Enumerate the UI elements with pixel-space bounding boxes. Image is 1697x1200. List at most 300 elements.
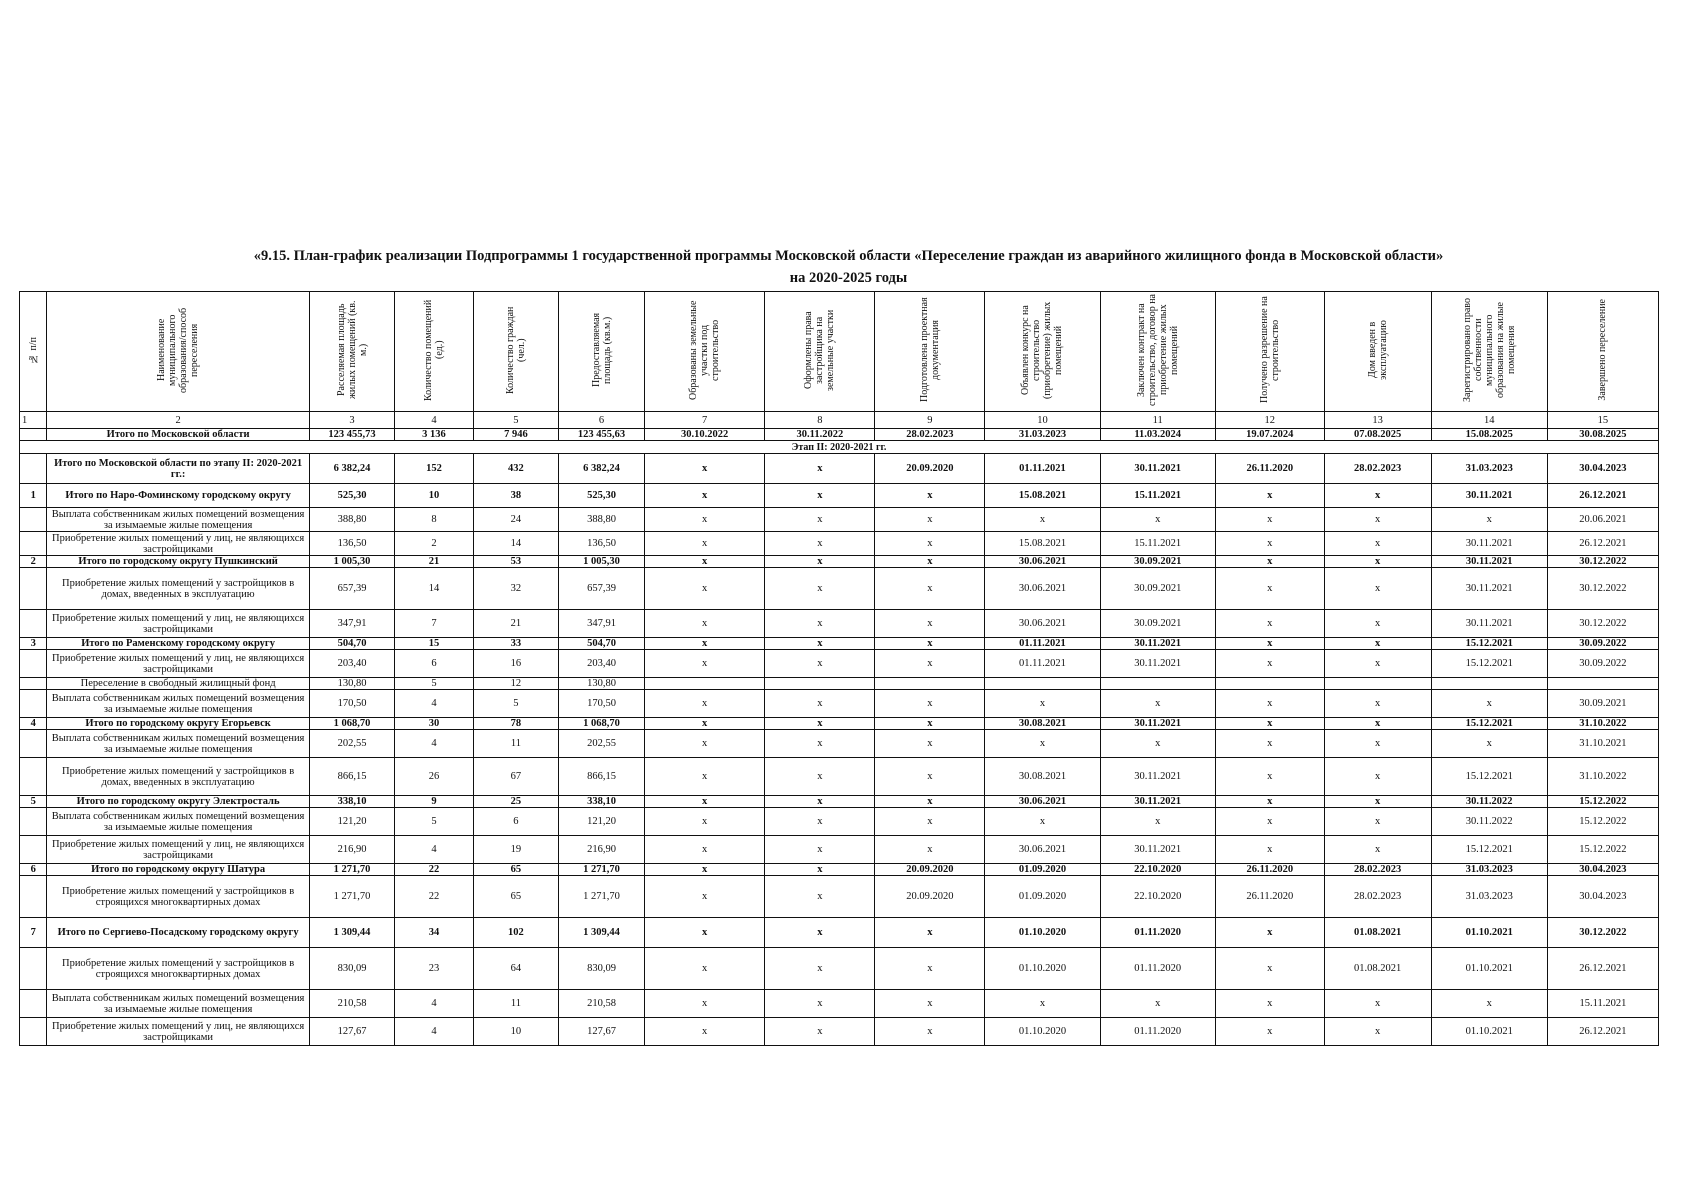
column-number: 11 bbox=[1100, 412, 1215, 429]
column-number: 10 bbox=[985, 412, 1100, 429]
column-header bbox=[765, 292, 875, 412]
table-cell: 15.12.2021 bbox=[1431, 758, 1547, 796]
table-cell: 202,55 bbox=[559, 730, 645, 758]
table-cell: 30.04.2023 bbox=[1547, 864, 1658, 876]
table-cell: x bbox=[765, 508, 875, 532]
table-cell: 6 bbox=[395, 650, 473, 678]
subtotal-row bbox=[20, 484, 1659, 508]
column-header-label: Дом введен в эксплуатацию bbox=[1366, 320, 1389, 380]
table-cell: 830,09 bbox=[309, 948, 395, 990]
table-cell: x bbox=[1324, 836, 1431, 864]
table-cell: x bbox=[644, 876, 765, 918]
table-cell: 338,10 bbox=[309, 796, 395, 808]
table-cell: x bbox=[644, 484, 765, 508]
table-cell: x bbox=[875, 758, 985, 796]
table-cell bbox=[644, 678, 765, 690]
table-cell: 01.09.2020 bbox=[985, 864, 1100, 876]
table-cell: 20.09.2020 bbox=[875, 876, 985, 918]
table-cell: x bbox=[1100, 690, 1215, 718]
subtotal-row bbox=[20, 796, 1659, 808]
table-cell: x bbox=[875, 796, 985, 808]
table-cell: x bbox=[765, 454, 875, 484]
table-cell: x bbox=[1215, 990, 1324, 1018]
table-row bbox=[20, 508, 1659, 532]
table-cell: x bbox=[875, 690, 985, 718]
table-cell: 130,80 bbox=[559, 678, 645, 690]
header-row bbox=[20, 292, 1659, 412]
table-cell: 26.12.2021 bbox=[1547, 948, 1658, 990]
table-cell: x bbox=[1215, 796, 1324, 808]
row-name: Итого по Наро-Фоминскому городскому округу bbox=[47, 484, 309, 508]
table-cell: 15.11.2021 bbox=[1100, 532, 1215, 556]
table-cell: x bbox=[644, 650, 765, 678]
table-cell: x bbox=[644, 918, 765, 948]
table-cell: x bbox=[765, 836, 875, 864]
table-row bbox=[20, 650, 1659, 678]
column-header bbox=[309, 292, 395, 412]
table-cell: x bbox=[875, 836, 985, 864]
table-cell: x bbox=[644, 864, 765, 876]
table-row bbox=[20, 532, 1659, 556]
table-cell: 1 068,70 bbox=[309, 718, 395, 730]
table-cell: x bbox=[765, 796, 875, 808]
table-cell: 30.12.2022 bbox=[1547, 610, 1658, 638]
column-header bbox=[875, 292, 985, 412]
table-cell: 6 382,24 bbox=[309, 454, 395, 484]
row-name: Приобретение жилых помещений у лиц, не являющихся застройщиками bbox=[47, 610, 309, 638]
table-cell: x bbox=[1324, 758, 1431, 796]
column-number: 13 bbox=[1324, 412, 1431, 429]
row-name: Приобретение жилых помещений у застройщиков в домах, введенных в эксплуатацию bbox=[47, 568, 309, 610]
column-header bbox=[1431, 292, 1547, 412]
table-cell: 15.12.2021 bbox=[1431, 836, 1547, 864]
row-number: 5 bbox=[20, 796, 47, 808]
table-cell: x bbox=[644, 796, 765, 808]
table-cell: 1 271,70 bbox=[559, 876, 645, 918]
subtotal-row bbox=[20, 454, 1659, 484]
column-header-label: Завершено переселение bbox=[1597, 299, 1609, 401]
column-header-label: Объявлен конкурс на строительство (приобретение) жилых помещений bbox=[1020, 301, 1065, 399]
column-header-label: Образованы земельные участки под строительство bbox=[688, 300, 722, 400]
table-cell: x bbox=[1215, 918, 1324, 948]
table-cell: x bbox=[644, 454, 765, 484]
table-cell: x bbox=[985, 808, 1100, 836]
table-cell: 15.11.2021 bbox=[1547, 990, 1658, 1018]
table-cell: x bbox=[765, 876, 875, 918]
column-number: 14 bbox=[1431, 412, 1547, 429]
row-name: Итого по городскому округу Пушкинский bbox=[47, 556, 309, 568]
row-number bbox=[20, 568, 47, 610]
table-cell: 347,91 bbox=[559, 610, 645, 638]
table-cell: x bbox=[1324, 556, 1431, 568]
column-number: 3 bbox=[309, 412, 395, 429]
row-number bbox=[20, 690, 47, 718]
row-name: Переселение в свободный жилищный фонд bbox=[47, 678, 309, 690]
table-cell: 31.10.2022 bbox=[1547, 758, 1658, 796]
column-header-label: Предоставляемая площадь (кв.м.) bbox=[590, 312, 613, 388]
table-cell: 30.06.2021 bbox=[985, 836, 1100, 864]
row-name: Приобретение жилых помещений у застройщиков в строящихся многоквартирных домах bbox=[47, 948, 309, 990]
table-cell: 67 bbox=[473, 758, 559, 796]
column-number: 15 bbox=[1547, 412, 1658, 429]
table-cell: 30.11.2021 bbox=[1100, 836, 1215, 864]
table-cell: 78 bbox=[473, 718, 559, 730]
table-cell: x bbox=[1324, 484, 1431, 508]
column-number: 2 bbox=[47, 412, 309, 429]
table-cell: 4 bbox=[395, 1018, 473, 1046]
table-cell: 22 bbox=[395, 864, 473, 876]
table-cell bbox=[765, 678, 875, 690]
table-cell: 22 bbox=[395, 876, 473, 918]
table-cell: 26.12.2021 bbox=[1547, 1018, 1658, 1046]
table-cell: x bbox=[765, 718, 875, 730]
column-number: 5 bbox=[473, 412, 559, 429]
table-cell: 30.04.2023 bbox=[1547, 876, 1658, 918]
table-cell: x bbox=[875, 730, 985, 758]
table-cell: x bbox=[1100, 808, 1215, 836]
table-cell: 5 bbox=[473, 690, 559, 718]
table-cell: 30.10.2022 bbox=[644, 429, 765, 441]
table-cell: x bbox=[1100, 730, 1215, 758]
row-name: Итого по Московской области по этапу II: 2020-2021 гг.: bbox=[47, 454, 309, 484]
column-header-label: Наименование муниципального образования/способ переселения bbox=[156, 307, 201, 393]
table-cell: 31.10.2021 bbox=[1547, 730, 1658, 758]
table-cell: 30.09.2021 bbox=[1100, 556, 1215, 568]
table-cell: 11 bbox=[473, 990, 559, 1018]
table-cell: 1 005,30 bbox=[559, 556, 645, 568]
table-cell: 1 271,70 bbox=[309, 864, 395, 876]
table-cell: 30.12.2022 bbox=[1547, 918, 1658, 948]
table-cell: 866,15 bbox=[559, 758, 645, 796]
table-cell: x bbox=[644, 1018, 765, 1046]
table-cell: x bbox=[1215, 730, 1324, 758]
table-cell bbox=[985, 678, 1100, 690]
table-cell: x bbox=[875, 532, 985, 556]
table-cell: 26.11.2020 bbox=[1215, 864, 1324, 876]
table-cell: 30 bbox=[395, 718, 473, 730]
table-cell: 65 bbox=[473, 864, 559, 876]
table-cell: 28.02.2023 bbox=[1324, 864, 1431, 876]
table-cell: x bbox=[1431, 508, 1547, 532]
table-cell: x bbox=[1100, 508, 1215, 532]
table-cell: 01.10.2021 bbox=[1431, 1018, 1547, 1046]
table-cell: 32 bbox=[473, 568, 559, 610]
table-cell: 15.12.2022 bbox=[1547, 796, 1658, 808]
table-cell: x bbox=[1431, 730, 1547, 758]
row-number: 4 bbox=[20, 718, 47, 730]
table-cell: x bbox=[1215, 650, 1324, 678]
table-cell: 504,70 bbox=[559, 638, 645, 650]
table-cell: 170,50 bbox=[309, 690, 395, 718]
table-row bbox=[20, 808, 1659, 836]
table-cell: x bbox=[875, 650, 985, 678]
table-row bbox=[20, 690, 1659, 718]
column-header bbox=[1215, 292, 1324, 412]
table-cell: 525,30 bbox=[309, 484, 395, 508]
table-cell: 30.09.2021 bbox=[1547, 690, 1658, 718]
table-cell: x bbox=[1215, 836, 1324, 864]
table-cell: 388,80 bbox=[559, 508, 645, 532]
table-cell: 30.11.2021 bbox=[1431, 556, 1547, 568]
table-cell: 121,20 bbox=[559, 808, 645, 836]
table-row bbox=[20, 990, 1659, 1018]
table-cell: 30.11.2021 bbox=[1100, 796, 1215, 808]
column-header-label: Расселяемая площадь жилых помещений (кв. м.) bbox=[335, 300, 369, 400]
table-cell: 15.12.2022 bbox=[1547, 836, 1658, 864]
table-cell: 26.11.2020 bbox=[1215, 454, 1324, 484]
table-cell: x bbox=[765, 568, 875, 610]
row-number: 6 bbox=[20, 864, 47, 876]
table-cell: 388,80 bbox=[309, 508, 395, 532]
row-name: Выплата собственникам жилых помещений возмещения за изымаемые жилые помещения bbox=[47, 730, 309, 758]
table-cell: 30.08.2021 bbox=[985, 718, 1100, 730]
table-cell: x bbox=[1324, 508, 1431, 532]
table-cell: 31.10.2022 bbox=[1547, 718, 1658, 730]
table-cell: 10 bbox=[473, 1018, 559, 1046]
table-cell: 30.11.2021 bbox=[1100, 638, 1215, 650]
row-number bbox=[20, 1018, 47, 1046]
table-cell: x bbox=[1324, 532, 1431, 556]
table-cell: 525,30 bbox=[559, 484, 645, 508]
row-number bbox=[20, 836, 47, 864]
table-cell: 22.10.2020 bbox=[1100, 876, 1215, 918]
table-cell: x bbox=[644, 730, 765, 758]
table-row bbox=[20, 568, 1659, 610]
column-number: 12 bbox=[1215, 412, 1324, 429]
table-cell: x bbox=[1215, 808, 1324, 836]
table-cell: 1 005,30 bbox=[309, 556, 395, 568]
table-cell: 64 bbox=[473, 948, 559, 990]
table-cell: 01.11.2020 bbox=[1100, 1018, 1215, 1046]
row-number bbox=[20, 758, 47, 796]
table-cell: x bbox=[1215, 1018, 1324, 1046]
table-cell: 01.10.2020 bbox=[985, 918, 1100, 948]
table-cell: x bbox=[875, 1018, 985, 1046]
table-cell: 26.12.2021 bbox=[1547, 484, 1658, 508]
table-cell: 504,70 bbox=[309, 638, 395, 650]
column-header-label: № п/п bbox=[27, 336, 39, 364]
table-cell: 123 455,73 bbox=[309, 429, 395, 441]
column-header-label: Количество граждан (чел.) bbox=[504, 306, 527, 394]
table-cell: 30.11.2022 bbox=[765, 429, 875, 441]
row-number bbox=[20, 454, 47, 484]
table-cell: 30.11.2021 bbox=[1431, 484, 1547, 508]
row-name: Приобретение жилых помещений у застройщиков в строящихся многоквартирных домах bbox=[47, 876, 309, 918]
table-cell: 30.06.2021 bbox=[985, 568, 1100, 610]
table-cell: x bbox=[1324, 690, 1431, 718]
table-cell: 01.11.2020 bbox=[1100, 948, 1215, 990]
table-cell: 15.08.2025 bbox=[1431, 429, 1547, 441]
table-cell bbox=[1431, 678, 1547, 690]
row-name: Итого по городскому округу Егорьевск bbox=[47, 718, 309, 730]
table-cell: 130,80 bbox=[309, 678, 395, 690]
table-cell: 5 bbox=[395, 678, 473, 690]
table-cell: 20.09.2020 bbox=[875, 454, 985, 484]
table-cell: x bbox=[985, 508, 1100, 532]
table-cell: 31.03.2023 bbox=[1431, 864, 1547, 876]
table-cell: x bbox=[1215, 610, 1324, 638]
column-header bbox=[1100, 292, 1215, 412]
column-header bbox=[473, 292, 559, 412]
grand-total-row bbox=[20, 429, 1659, 441]
table-cell: x bbox=[644, 556, 765, 568]
column-header-label: Заключен контракт на строительство, договор на приобретение жилых помещений bbox=[1135, 294, 1180, 406]
table-cell: 15.11.2021 bbox=[1100, 484, 1215, 508]
table-cell: 1 068,70 bbox=[559, 718, 645, 730]
table-cell: 28.02.2023 bbox=[1324, 876, 1431, 918]
table-cell: x bbox=[1215, 690, 1324, 718]
table-cell: x bbox=[1324, 730, 1431, 758]
table-cell: 30.06.2021 bbox=[985, 556, 1100, 568]
table-row bbox=[20, 730, 1659, 758]
table-cell: x bbox=[644, 836, 765, 864]
table-cell: x bbox=[1431, 690, 1547, 718]
table-cell: 3 136 bbox=[395, 429, 473, 441]
table-row bbox=[20, 948, 1659, 990]
table-cell: 07.08.2025 bbox=[1324, 429, 1431, 441]
column-number-row bbox=[20, 412, 1659, 429]
table-cell: x bbox=[1215, 638, 1324, 650]
table-cell: 01.10.2021 bbox=[1431, 918, 1547, 948]
table-cell: 347,91 bbox=[309, 610, 395, 638]
table-cell: x bbox=[1324, 638, 1431, 650]
table-cell: 15.08.2021 bbox=[985, 532, 1100, 556]
row-name: Приобретение жилых помещений у застройщиков в домах, введенных в эксплуатацию bbox=[47, 758, 309, 796]
table-cell: 30.11.2021 bbox=[1100, 454, 1215, 484]
table-row bbox=[20, 678, 1659, 690]
column-header bbox=[1324, 292, 1431, 412]
table-cell: 26.12.2021 bbox=[1547, 532, 1658, 556]
table-cell: 01.10.2020 bbox=[985, 948, 1100, 990]
row-name: Итого по Сергиево-Посадскому городскому округу bbox=[47, 918, 309, 948]
table-cell: 33 bbox=[473, 638, 559, 650]
table-row bbox=[20, 610, 1659, 638]
table-cell: x bbox=[644, 638, 765, 650]
row-name: Выплата собственникам жилых помещений возмещения за изымаемые жилые помещения bbox=[47, 808, 309, 836]
table-cell: 30.08.2025 bbox=[1547, 429, 1658, 441]
row-name: Итого по Московской области bbox=[47, 429, 309, 441]
table-cell: x bbox=[1215, 948, 1324, 990]
table-cell bbox=[1215, 678, 1324, 690]
table-cell: 01.08.2021 bbox=[1324, 948, 1431, 990]
table-cell: 127,67 bbox=[309, 1018, 395, 1046]
column-number: 8 bbox=[765, 412, 875, 429]
table-cell: x bbox=[644, 758, 765, 796]
table-cell: 210,58 bbox=[309, 990, 395, 1018]
table-cell: 14 bbox=[473, 532, 559, 556]
table-cell: 1 309,44 bbox=[559, 918, 645, 948]
table-cell: 4 bbox=[395, 990, 473, 1018]
row-number: 3 bbox=[20, 638, 47, 650]
table-cell: 203,40 bbox=[309, 650, 395, 678]
stage-row bbox=[20, 441, 1659, 454]
table-cell: 338,10 bbox=[559, 796, 645, 808]
row-name: Приобретение жилых помещений у лиц, не являющихся застройщиками bbox=[47, 650, 309, 678]
table-cell: 203,40 bbox=[559, 650, 645, 678]
column-number: 7 bbox=[644, 412, 765, 429]
table-cell: 16 bbox=[473, 650, 559, 678]
table-cell: x bbox=[1215, 758, 1324, 796]
table-cell: 65 bbox=[473, 876, 559, 918]
table-cell: 30.11.2021 bbox=[1100, 718, 1215, 730]
table-cell: 21 bbox=[395, 556, 473, 568]
table-cell: 15.12.2021 bbox=[1431, 638, 1547, 650]
table-cell: 12 bbox=[473, 678, 559, 690]
table-cell: x bbox=[765, 990, 875, 1018]
table-cell bbox=[875, 678, 985, 690]
row-number: 7 bbox=[20, 918, 47, 948]
table-cell: x bbox=[765, 638, 875, 650]
column-number: 1 bbox=[20, 412, 47, 429]
row-number bbox=[20, 808, 47, 836]
table-cell: x bbox=[875, 808, 985, 836]
row-number bbox=[20, 678, 47, 690]
table-cell: x bbox=[875, 568, 985, 610]
table-cell: 30.11.2021 bbox=[1100, 758, 1215, 796]
table-cell: 34 bbox=[395, 918, 473, 948]
table-cell: x bbox=[765, 1018, 875, 1046]
table-cell: 31.03.2023 bbox=[1431, 454, 1547, 484]
row-number: 2 bbox=[20, 556, 47, 568]
table-cell: 1 271,70 bbox=[559, 864, 645, 876]
subtotal-row bbox=[20, 718, 1659, 730]
row-number bbox=[20, 610, 47, 638]
table-cell: 30.11.2021 bbox=[1100, 650, 1215, 678]
table-cell: 31.03.2023 bbox=[985, 429, 1100, 441]
table-cell: 830,09 bbox=[559, 948, 645, 990]
table-cell: 102 bbox=[473, 918, 559, 948]
table-cell: 20.09.2020 bbox=[875, 864, 985, 876]
table-cell: 20.06.2021 bbox=[1547, 508, 1658, 532]
table-cell: 136,50 bbox=[309, 532, 395, 556]
table-cell: 01.11.2021 bbox=[985, 454, 1100, 484]
table-cell: x bbox=[644, 718, 765, 730]
table-cell: 1 271,70 bbox=[309, 876, 395, 918]
table-cell: x bbox=[644, 508, 765, 532]
table-cell: 01.11.2021 bbox=[985, 638, 1100, 650]
column-header bbox=[47, 292, 309, 412]
table-cell: x bbox=[985, 990, 1100, 1018]
table-cell: x bbox=[765, 948, 875, 990]
table-cell: x bbox=[1215, 568, 1324, 610]
table-cell: x bbox=[1324, 568, 1431, 610]
table-cell: x bbox=[644, 948, 765, 990]
table-cell: 30.09.2021 bbox=[1100, 610, 1215, 638]
row-name: Приобретение жилых помещений у лиц, не являющихся застройщиками bbox=[47, 532, 309, 556]
table-cell: 15 bbox=[395, 638, 473, 650]
row-name: Выплата собственникам жилых помещений возмещения за изымаемые жилые помещения bbox=[47, 508, 309, 532]
table-cell: 30.11.2021 bbox=[1431, 532, 1547, 556]
table-cell: 15.08.2021 bbox=[985, 484, 1100, 508]
table-cell bbox=[20, 429, 47, 441]
column-header bbox=[644, 292, 765, 412]
table-cell: 30.11.2021 bbox=[1431, 610, 1547, 638]
table-cell: 2 bbox=[395, 532, 473, 556]
column-number: 4 bbox=[395, 412, 473, 429]
table-cell: x bbox=[985, 730, 1100, 758]
table-cell: x bbox=[875, 718, 985, 730]
table-cell: x bbox=[1215, 718, 1324, 730]
column-header bbox=[559, 292, 645, 412]
table-cell: 4 bbox=[395, 690, 473, 718]
table-cell: 30.12.2022 bbox=[1547, 556, 1658, 568]
row-number bbox=[20, 876, 47, 918]
table-cell: 15.12.2021 bbox=[1431, 650, 1547, 678]
table-cell: 19.07.2024 bbox=[1215, 429, 1324, 441]
table-cell: 23 bbox=[395, 948, 473, 990]
table-cell: 136,50 bbox=[559, 532, 645, 556]
table-cell: x bbox=[1324, 610, 1431, 638]
